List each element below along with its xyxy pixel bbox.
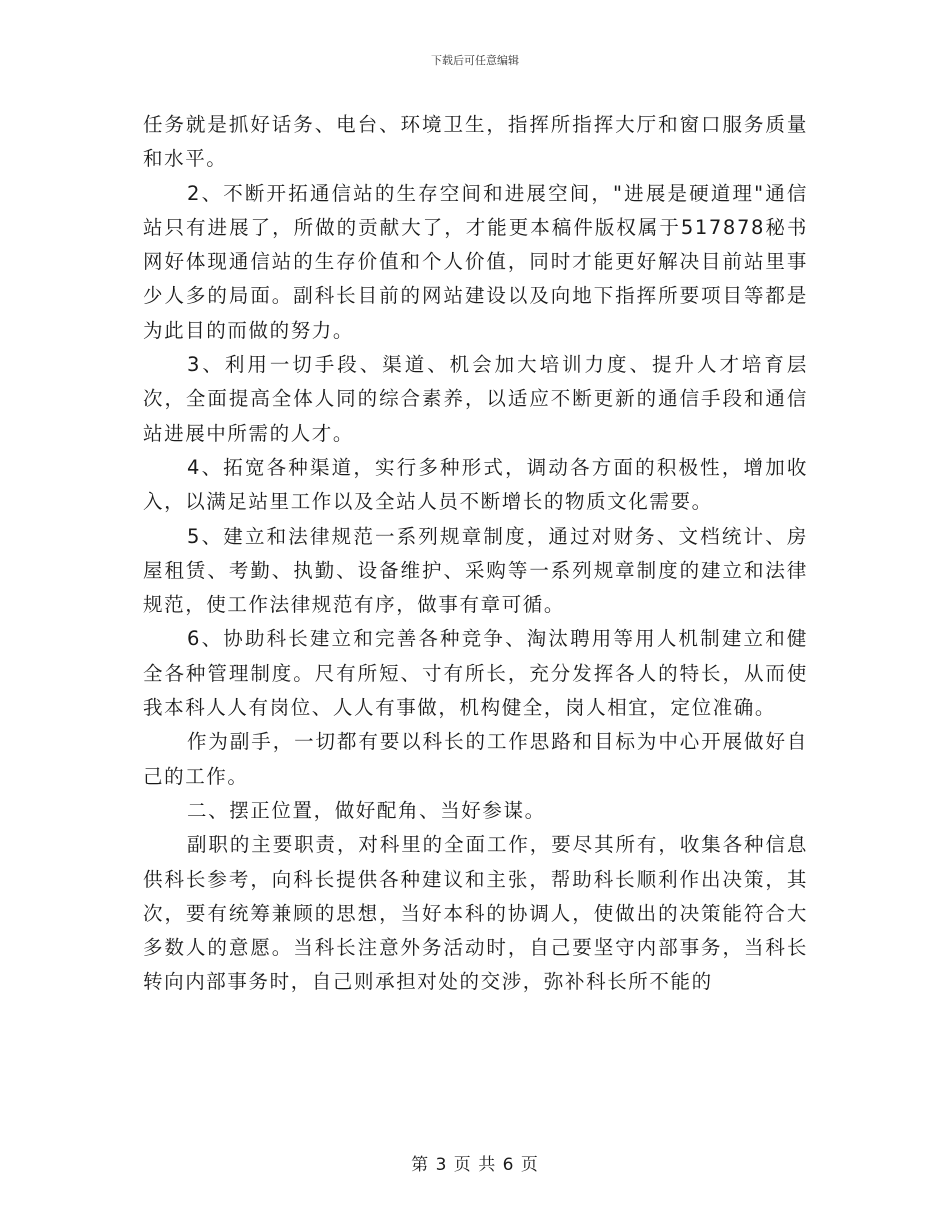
document-body [143, 108, 808, 1000]
paragraph-item-4: 4、拓宽各种渠道，实行多种形式，调动各方面的积极性，增加收入，以满足站里工作以及全站人员不断增长的物质文化需要。 [143, 455, 808, 514]
paragraph-continuation: 任务就是抓好话务、电台、环境卫生，指挥所指挥大厅和窗口服务质量和水平。 [143, 113, 808, 171]
paragraph-item-5: 5、建立和法律规范一系列规章制度，通过对财务、文档统计、房屋租赁、考勤、执勤、设备维护、采购等一系列规章制度的建立和法律规范，使工作法律规范有序，做事有章可循。 [143, 524, 808, 617]
paragraph-item-3: 3、利用一切手段、渠道、机会加大培训力度、提升人才培育层次，全面提高全体人同的综合素养，以适应不断更新的通信手段和通信站进展中所需的人才。 [143, 353, 808, 445]
section-heading-2: 二、摆正位置，做好配角、当好参谋。 [187, 798, 546, 822]
paragraph-item-2: 2、不断开拓通信站的生存空间和进展空间，"进展是硬道理"通信站只有进展了，所做的贡献大了，才能更本稿件版权属于517878秘书网好体现通信站的生存价值和个人价值，同时才能更好解决目前站里事少人多的局面。副科长目前的网站建设以及向地下指挥所要项目等都是为此目的而做的努力。 [143, 181, 808, 342]
page-footer: 第 3 页 共 6 页 [411, 1155, 539, 1175]
page-header: 下载后可任意编辑 [431, 54, 519, 67]
paragraph-deputy-duties: 副职的主要职责，对科里的全面工作，要尽其所有，收集各种信息供科长参考，向科长提供各种建议和主张，帮助科长顺利作出决策，其次，要有统筹兼顾的思想，当好本科的协调人，使做出的决策能符合大多数人的意愿。当科长注意外务活动时，自己要坚守内部事务，当科长转向内部事务时，自己则承担对处的交涉，弥补科长所不能的 [143, 833, 808, 994]
paragraph-deputy-role: 作为副手，一切都有要以科长的工作思路和目标为中心开展做好自己的工作。 [143, 730, 808, 788]
paragraph-item-6: 6、协助科长建立和完善各种竞争、淘汰聘用等用人机制建立和健全各种管理制度。尺有所短、寸有所长，充分发挥各人的特长，从而使我本科人人有岗位、人人有事做，机构健全，岗人相宜，定位准确。 [143, 627, 808, 720]
